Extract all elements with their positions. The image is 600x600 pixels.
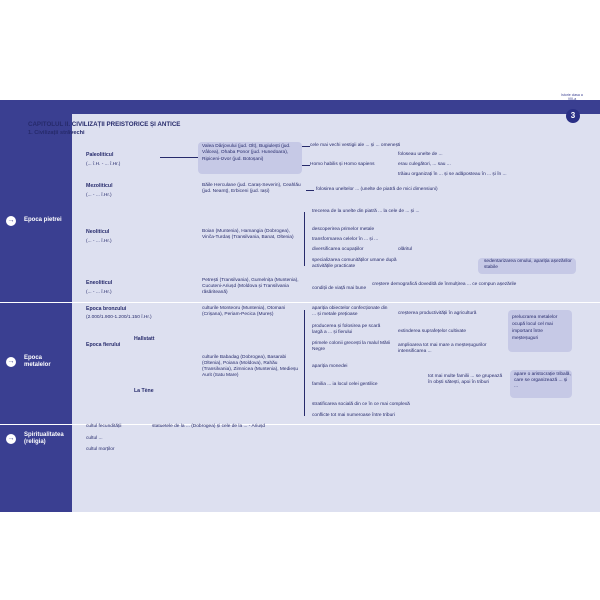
fier-family: familia ... ia locul celei gentilice (312, 382, 378, 387)
fier-crafts: amplioarea tot mai mare a meșteșugurilor intensificarea ... (398, 343, 487, 354)
connector (304, 310, 305, 416)
fier-money: apariția monedei (312, 364, 348, 369)
eneolitic-sites: Petrești (Transilvania), Gumelnița (Muntenia), Cucuteni-Ariușd (Moldova și Transilvania răsăriteană) (202, 278, 299, 295)
paleolitic-dates: (... î.H. - ... î.Hr.) (86, 162, 121, 167)
paleolitic-sites: Valea Dârjovului (jud. Olt), Bugiulești (jud. Vâlcea), Ohaba Ponor (jud. Hunedoara), Ripiceni-Izvor (jud. Botoșani) (202, 144, 291, 162)
neolitic-sites: Boian (Muntenia), Hamangia (Dobrogea), Vinča-Turdaș (Transilvania, Banat, Oltenia) (202, 229, 294, 240)
paleolitic-vestiges: cele mai vechi vestigii ale ... și ... omenești (310, 143, 401, 148)
paleolitic-homo: Homo habilis și Homo sapiens (310, 162, 375, 167)
left-column (0, 100, 72, 512)
neolitic-dates: (... - ... î.Hr.) (86, 239, 112, 244)
neolitic-sedentary: sedentarizarea omului, apariția așezărilor stabile (484, 259, 572, 270)
mezolitic-use: folosirea uneltelor ... (unelte de piatră de mici dimensiuni) (316, 187, 438, 192)
arrow-icon: → (7, 435, 15, 442)
bronz-title: Epoca bronzului (86, 306, 127, 312)
eneolitic-conditions: condiții de viață mai bune (312, 286, 367, 291)
page-number-badge: 3 (566, 109, 580, 123)
section-title: 1. Civilizații străvechi (28, 130, 85, 136)
fier-title: Epoca fierului (86, 342, 121, 348)
eneolitic-title: Eneoliticul (86, 280, 113, 286)
fier-cultures: culturile Babadag (Dobrogea), Basarabi (Oltenia), Poiana (Moldova), Rahău (Transilvania), Zimnicea (Muntenia), Medieșu Aurit (Satu Mare) (202, 355, 299, 378)
spirit-statues: statuetele de la ... (Dobrogea) și cele de la ... - Ariușd (152, 424, 266, 429)
neolitic-special: specializarea comunităților umane după activitățile practicate (312, 258, 397, 269)
badge-note: Istorie clasa a VIII-a (561, 93, 583, 101)
paleolitic-tools: foloseau unelte de ... (398, 152, 443, 157)
divider (0, 302, 600, 303)
bronz-extend: extinderea suprafețelor cultivate (398, 329, 466, 334)
bronz-production: producerea și folosirea pe scară largă a ... și fierului (312, 324, 381, 335)
fier-families: tot mai multe familii ... se grupează în obști sătești, apoi în triburi (428, 374, 503, 385)
mezolitic-sites: Băile Herculane (jud. Caraș-Severin), Ceahlău (jud. Neamț), Erbiceni (jud. Iași) (202, 183, 301, 194)
neolitic-title: Neoliticul (86, 229, 110, 235)
neolitic-trade: olăritul (398, 247, 413, 252)
connector (160, 157, 198, 158)
fier-conflict: conflicte tot mai numeroase între triburi (312, 413, 395, 418)
spirit-dead: cultul morților (86, 447, 115, 452)
paleolitic-title: Paleoliticul (86, 152, 114, 158)
arrow-icon: → (7, 217, 15, 224)
neolitic-transform: transformarea celelor în ... și ... (312, 237, 379, 242)
neolitic-diversify: diversificarea ocupațiilor (312, 247, 364, 252)
fier-latene: La Tène (134, 388, 154, 394)
mezolitic-title: Mezoliticul (86, 183, 113, 189)
eneolitic-dates: (... - ... î.Hr.) (86, 290, 112, 295)
connector (302, 146, 310, 147)
arrow-icon: → (7, 358, 15, 365)
connector (302, 165, 310, 166)
neolitic-discover: descoperirea primelor metale (312, 227, 375, 232)
bronz-productivity: creșterea productivității în agricultură (398, 311, 477, 316)
chapter-title: CAPITOLUL II. CIVILIZAȚII PREISTORICE ȘI ANTICE (28, 121, 181, 128)
bronz-dates: (2.000/1.900-1.200/1.150 î.Hr.) (86, 315, 152, 320)
mezolitic-dates: (... - ... î.Hr.) (86, 193, 112, 198)
eneolitic-growth: creștere demografică dovedită de înmulțirea ... ce compun așezările (372, 282, 517, 287)
bronz-cultures: culturile Monteoru (Muntenia), Otomani (Crișana), Periam-Pecica (Mureș) (202, 306, 286, 317)
paleolitic-shelter: trăiau organizați în ... și se adăposteau în ... și în ... (398, 172, 507, 177)
paleolitic-hunters: erau culegători, ... sau ... (398, 162, 451, 167)
neolitic-transition: trecerea de la unelte din piatră ... la cele de ... și ... (312, 209, 420, 214)
connector (304, 212, 305, 266)
bronz-objects: apariția obiectelor confecționate din ... și metale prețioase (312, 306, 388, 317)
connector (306, 190, 314, 191)
fier-aristocracy: apare o aristocrație tribală, care se organizează ... și ... (514, 372, 571, 389)
spirit-cult: cultul ... (86, 436, 103, 441)
spirit-fertility: cultul fecundității (86, 424, 122, 429)
bronz-prefer: prelucrarea metalelor ocupă locul cel mai important între meșteșuguri (512, 315, 558, 341)
fier-hallstatt: Hallstatt (134, 336, 155, 342)
header-bar (0, 100, 600, 114)
fier-greek: primele colonii grecești la malul Mării Negre (312, 341, 391, 352)
fier-strat: stratificarea socială din ce în ce mai complexă (312, 402, 410, 407)
